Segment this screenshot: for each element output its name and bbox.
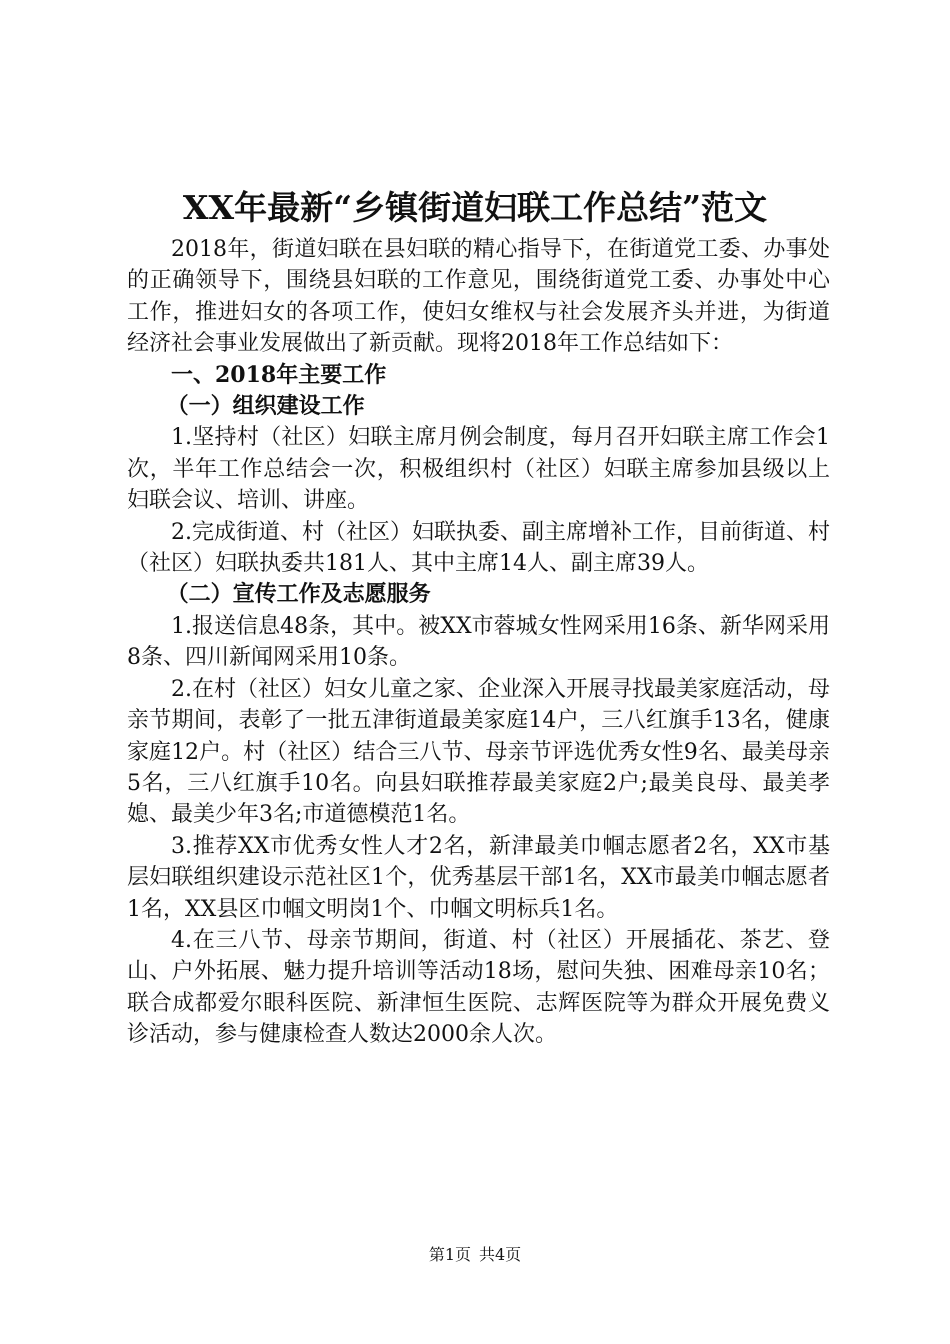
subsection-heading-organization: （一）组织建设工作 [166,393,365,420]
paragraph-publicity-item-2: 2.在村（社区）妇女儿童之家、企业深入开展寻找最美家庭活动，母亲节期间，表彰了一批五津街道最美家庭14户，三八红旗手13名，健康家庭12户。村（社区）结合三八节、母亲节评选优秀女性9名、最美母亲5名，三八红旗手10名。向县妇联推荐最美家庭2户;最美良母、最美孝媳、最美少年3名;市道德模范1名。 [127,676,830,828]
page-footer [0,1244,950,1266]
section-heading-main-work: 一、2018年主要工作 [171,361,387,388]
paragraph-org-item-2: 2.完成街道、村（社区）妇联执委、副主席增补工作，目前街道、村（社区）妇联执委共181人、其中主席14人、副主席39人。 [127,519,830,577]
paragraph-publicity-item-4: 4.在三八节、母亲节期间，街道、村（社区）开展插花、茶艺、登山、户外拓展、魅力提升培训等活动18场，慰问失独、困难母亲10名；联合成都爱尔眼科医院、新津恒生医院、志辉医院等为群众开展免费义诊活动，参与健康检查人数达2000余人次。 [127,927,830,1048]
paragraph-publicity-item-3: 3.推荐XX市优秀女性人才2名，新津最美巾帼志愿者2名，XX市基层妇联组织建设示范社区1个，优秀基层干部1名，XX市最美巾帼志愿者1名，XX县区巾帼文明岗1个、巾帼文明标兵1名。 [127,833,830,922]
page-total: 共4页 [479,1245,522,1264]
page-number: 第1页 [428,1245,471,1264]
paragraph-publicity-item-1: 1.报送信息48条，其中。被XX市蓉城女性网采用16条、新华网采用8条、四川新闻网采用10条。 [127,613,830,671]
subsection-heading-publicity: （二）宣传工作及志愿服务 [166,581,431,608]
intro-paragraph: 2018年，街道妇联在县妇联的精心指导下，在街道党工委、办事处的正确领导下，围绕县妇联的工作意见，围绕街道党工委、办事处中心工作，推进妇女的各项工作，使妇女维权与社会发展齐头并进，为街道经济社会事业发展做出了新贡献。现将2018年工作总结如下： [127,237,830,357]
paragraph-org-item-1: 1.坚持村（社区）妇联主席月例会制度，每月召开妇联主席工作会1次，半年工作总结会一次，积极组织村（社区）妇联主席参加县级以上妇联会议、培训、讲座。 [127,425,830,514]
document-title: XX年最新“乡镇街道妇联工作总结”范文 [182,188,768,227]
document-body [127,234,830,1051]
